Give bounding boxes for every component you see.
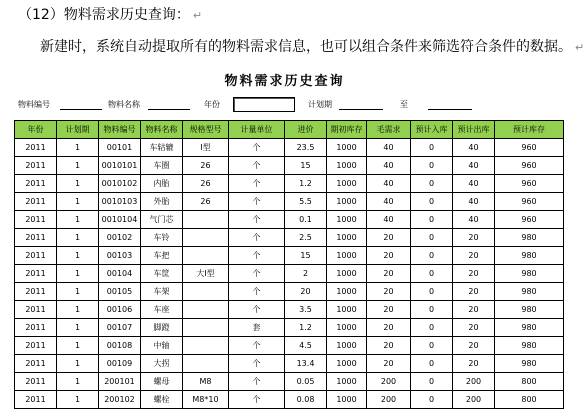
table-cell: 0.08 [285, 391, 327, 409]
table-row [15, 247, 564, 265]
table-cell: 00108 [99, 337, 141, 355]
section-heading-text: （12）物料需求历史查询： [18, 7, 190, 23]
table-cell: 0 [411, 355, 453, 373]
table-cell: 40 [367, 139, 411, 157]
column-header: 预计出库 [453, 121, 495, 139]
table-cell: 00106 [99, 301, 141, 319]
material-code-label: 物料编号 [18, 100, 50, 109]
table-cell: 20 [453, 301, 495, 319]
table-cell: 2011 [15, 373, 57, 391]
table-cell: 个 [229, 175, 285, 193]
table-cell: 1000 [327, 301, 367, 319]
table-cell: 2011 [15, 175, 57, 193]
table-cell: 200101 [99, 373, 141, 391]
table-cell: 1000 [327, 373, 367, 391]
table-cell [183, 337, 229, 355]
table-cell: 800 [495, 373, 564, 391]
table-cell: 0 [411, 265, 453, 283]
table-cell: 0 [411, 301, 453, 319]
return-mark: ↵ [192, 9, 203, 22]
table-cell: 26 [183, 157, 229, 175]
table-cell: 0010103 [99, 193, 141, 211]
table-cell: 1000 [327, 337, 367, 355]
table-cell: 960 [495, 157, 564, 175]
table-cell: 200 [453, 391, 495, 409]
table-cell: 200 [367, 373, 411, 391]
table-cell [183, 355, 229, 373]
form-title: 物料需求历史查询 [224, 74, 345, 89]
table-cell: 车轱辘 [141, 139, 183, 157]
table-cell: 20 [453, 247, 495, 265]
table-cell: 20 [453, 319, 495, 337]
table-cell: 0 [411, 373, 453, 391]
material-history-table [14, 120, 564, 409]
table-cell: 车把 [141, 247, 183, 265]
table-cell: 40 [367, 193, 411, 211]
table-cell: 0010101 [99, 157, 141, 175]
table-cell: 200102 [99, 391, 141, 409]
table-cell: 1 [57, 193, 99, 211]
table-cell: 20 [367, 337, 411, 355]
table-cell: 2011 [15, 391, 57, 409]
table-cell: 980 [495, 229, 564, 247]
table-cell: 20 [367, 283, 411, 301]
table-cell: 个 [229, 229, 285, 247]
table-cell: 2011 [15, 157, 57, 175]
table-cell: 980 [495, 247, 564, 265]
table-cell: 中轴 [141, 337, 183, 355]
table-cell: 2011 [15, 229, 57, 247]
table-cell: 00104 [99, 265, 141, 283]
table-cell: 40 [367, 157, 411, 175]
table-cell: 980 [495, 301, 564, 319]
table-cell: 40 [453, 193, 495, 211]
table-cell: 20 [367, 319, 411, 337]
table-row [15, 157, 564, 175]
table-cell: 1000 [327, 283, 367, 301]
column-header: 物料名称 [141, 121, 183, 139]
table-cell: 20 [367, 247, 411, 265]
table-cell: 00105 [99, 283, 141, 301]
table-cell: M8 [183, 373, 229, 391]
table-cell: 0.1 [285, 211, 327, 229]
table-cell: 1 [57, 283, 99, 301]
table-cell: 1000 [327, 157, 367, 175]
table-cell: 1 [57, 373, 99, 391]
table-cell: 个 [229, 391, 285, 409]
table-cell: 0010104 [99, 211, 141, 229]
table-cell: 40 [367, 175, 411, 193]
material-name-label: 物料名称 [108, 100, 140, 109]
table-cell: 个 [229, 157, 285, 175]
table-cell: 0 [411, 391, 453, 409]
table-cell: 个 [229, 139, 285, 157]
table-cell: 1.2 [285, 319, 327, 337]
intro-text: 新建时，系统自动提取所有的物料需求信息，也可以组合条件来筛选符合条件的数据。 [40, 39, 572, 55]
table-cell: M8*10 [183, 391, 229, 409]
table-cell: 1000 [327, 265, 367, 283]
column-header: 预计入库 [411, 121, 453, 139]
table-cell: 980 [495, 265, 564, 283]
column-header: 进价 [285, 121, 327, 139]
column-header: 计划期 [57, 121, 99, 139]
table-cell: 40 [453, 175, 495, 193]
table-cell: 2.5 [285, 229, 327, 247]
table-cell: 40 [453, 211, 495, 229]
table-cell: 外胎 [141, 193, 183, 211]
table-cell: 960 [495, 193, 564, 211]
table-cell: 个 [229, 193, 285, 211]
table-cell: 00103 [99, 247, 141, 265]
table-cell: 200 [453, 373, 495, 391]
table-cell: 1000 [327, 139, 367, 157]
table-cell: 车架 [141, 283, 183, 301]
table-cell: 车筐 [141, 265, 183, 283]
table-cell: 0 [411, 319, 453, 337]
table-cell: 0 [411, 337, 453, 355]
table-cell: 20 [453, 229, 495, 247]
table-cell: 1 [57, 175, 99, 193]
table-cell: 00102 [99, 229, 141, 247]
table-cell: 螺栓 [141, 391, 183, 409]
table-cell: 1000 [327, 355, 367, 373]
table-cell: 车座 [141, 301, 183, 319]
table-cell: 0.05 [285, 373, 327, 391]
table-cell: 1000 [327, 211, 367, 229]
table-cell: 1000 [327, 229, 367, 247]
column-header: 计量单位 [229, 121, 285, 139]
table-cell: 个 [229, 265, 285, 283]
table-cell: 20 [367, 301, 411, 319]
table-cell: 1 [57, 337, 99, 355]
table-cell: 20 [453, 355, 495, 373]
table-row [15, 301, 564, 319]
table-row [15, 139, 564, 157]
table-cell: 2011 [15, 283, 57, 301]
table-cell: I型 [183, 139, 229, 157]
table-cell: 4.5 [285, 337, 327, 355]
table-cell: 螺母 [141, 373, 183, 391]
column-header: 物料编号 [99, 121, 141, 139]
table-cell: 1 [57, 301, 99, 319]
table-cell: 5.5 [285, 193, 327, 211]
table-cell: 2011 [15, 319, 57, 337]
column-header: 规格型号 [183, 121, 229, 139]
table-cell: 15 [285, 157, 327, 175]
table-cell [183, 211, 229, 229]
table-cell: 20 [285, 283, 327, 301]
table-cell: 20 [367, 355, 411, 373]
column-header: 预计库存 [495, 121, 564, 139]
table-cell: 2011 [15, 139, 57, 157]
table-header-row [15, 121, 564, 139]
table-cell: 20 [453, 337, 495, 355]
table-cell: 26 [183, 193, 229, 211]
table-row [15, 211, 564, 229]
table-cell: 15 [285, 247, 327, 265]
table-cell: 套 [229, 319, 285, 337]
table-cell: 1 [57, 391, 99, 409]
table-cell: 0 [411, 139, 453, 157]
table-cell [183, 229, 229, 247]
table-cell: 个 [229, 283, 285, 301]
table-cell: 1 [57, 139, 99, 157]
year-label: 年份 [204, 100, 220, 109]
table-cell: 2011 [15, 211, 57, 229]
table-row [15, 193, 564, 211]
table-cell: 2011 [15, 193, 57, 211]
table-cell: 960 [495, 139, 564, 157]
table-cell: 0 [411, 157, 453, 175]
table-cell: 00107 [99, 319, 141, 337]
table-cell: 200 [367, 391, 411, 409]
table-cell: 20 [367, 265, 411, 283]
table-cell: 2011 [15, 337, 57, 355]
table-cell: 1 [57, 265, 99, 283]
table-cell: 1000 [327, 391, 367, 409]
table-cell: 800 [495, 391, 564, 409]
table-cell: 大拐 [141, 355, 183, 373]
table-cell: 0 [411, 175, 453, 193]
table-cell: 40 [453, 157, 495, 175]
return-mark: ↵ [575, 41, 584, 54]
table-row [15, 319, 564, 337]
table-cell: 个 [229, 247, 285, 265]
table-cell: 1000 [327, 247, 367, 265]
table-row [15, 229, 564, 247]
column-header: 毛需求 [367, 121, 411, 139]
table-row [15, 265, 564, 283]
table-cell: 个 [229, 301, 285, 319]
table-cell: 0 [411, 229, 453, 247]
table-cell: 00101 [99, 139, 141, 157]
to-label: 至 [400, 100, 408, 109]
table-cell: 40 [367, 211, 411, 229]
table-cell: 2011 [15, 355, 57, 373]
table-cell: 1 [57, 211, 99, 229]
table-cell: 2 [285, 265, 327, 283]
table-row [15, 283, 564, 301]
table-cell: 00109 [99, 355, 141, 373]
table-cell: 车铃 [141, 229, 183, 247]
table-cell: 2011 [15, 265, 57, 283]
table-cell: 1000 [327, 319, 367, 337]
table-cell: 1 [57, 319, 99, 337]
plan-period-label: 计划期 [308, 100, 332, 109]
table-cell: 980 [495, 283, 564, 301]
table-cell: 1000 [327, 193, 367, 211]
table-cell: 个 [229, 373, 285, 391]
table-cell: 980 [495, 355, 564, 373]
table-cell: 气门芯 [141, 211, 183, 229]
table-row [15, 391, 564, 409]
table-cell: 40 [453, 139, 495, 157]
table-cell: 960 [495, 211, 564, 229]
table-cell: 0 [411, 247, 453, 265]
table-body [15, 139, 564, 409]
table-cell [183, 247, 229, 265]
table-cell: 3.5 [285, 301, 327, 319]
table-cell: 0 [411, 193, 453, 211]
table-cell: 1 [57, 229, 99, 247]
column-header: 期初库存 [327, 121, 367, 139]
table-cell: 车圈 [141, 157, 183, 175]
table-cell: 0 [411, 211, 453, 229]
table-row [15, 175, 564, 193]
table-row [15, 337, 564, 355]
table-cell: 1.2 [285, 175, 327, 193]
table-cell: 2011 [15, 247, 57, 265]
table-cell: 0 [411, 283, 453, 301]
table-cell: 个 [229, 211, 285, 229]
table-cell: 20 [367, 229, 411, 247]
table-cell: 980 [495, 337, 564, 355]
table-cell [183, 283, 229, 301]
column-header: 年份 [15, 121, 57, 139]
table-cell: 20 [453, 283, 495, 301]
table-cell [183, 301, 229, 319]
table-cell: 1000 [327, 175, 367, 193]
table-cell: 1 [57, 355, 99, 373]
table-cell: 0010102 [99, 175, 141, 193]
table-cell: 脚蹬 [141, 319, 183, 337]
table-cell: 大I型 [183, 265, 229, 283]
table-cell: 26 [183, 175, 229, 193]
table-cell: 2011 [15, 301, 57, 319]
table-cell: 个 [229, 355, 285, 373]
table-row [15, 355, 564, 373]
table-cell [183, 319, 229, 337]
table-row [15, 373, 564, 391]
table-cell: 960 [495, 175, 564, 193]
table-cell: 13.4 [285, 355, 327, 373]
table-cell: 980 [495, 319, 564, 337]
table-cell: 1 [57, 247, 99, 265]
table-cell: 20 [453, 265, 495, 283]
table-cell: 23.5 [285, 139, 327, 157]
table-cell: 1 [57, 157, 99, 175]
table-cell: 内胎 [141, 175, 183, 193]
table-cell: 个 [229, 337, 285, 355]
